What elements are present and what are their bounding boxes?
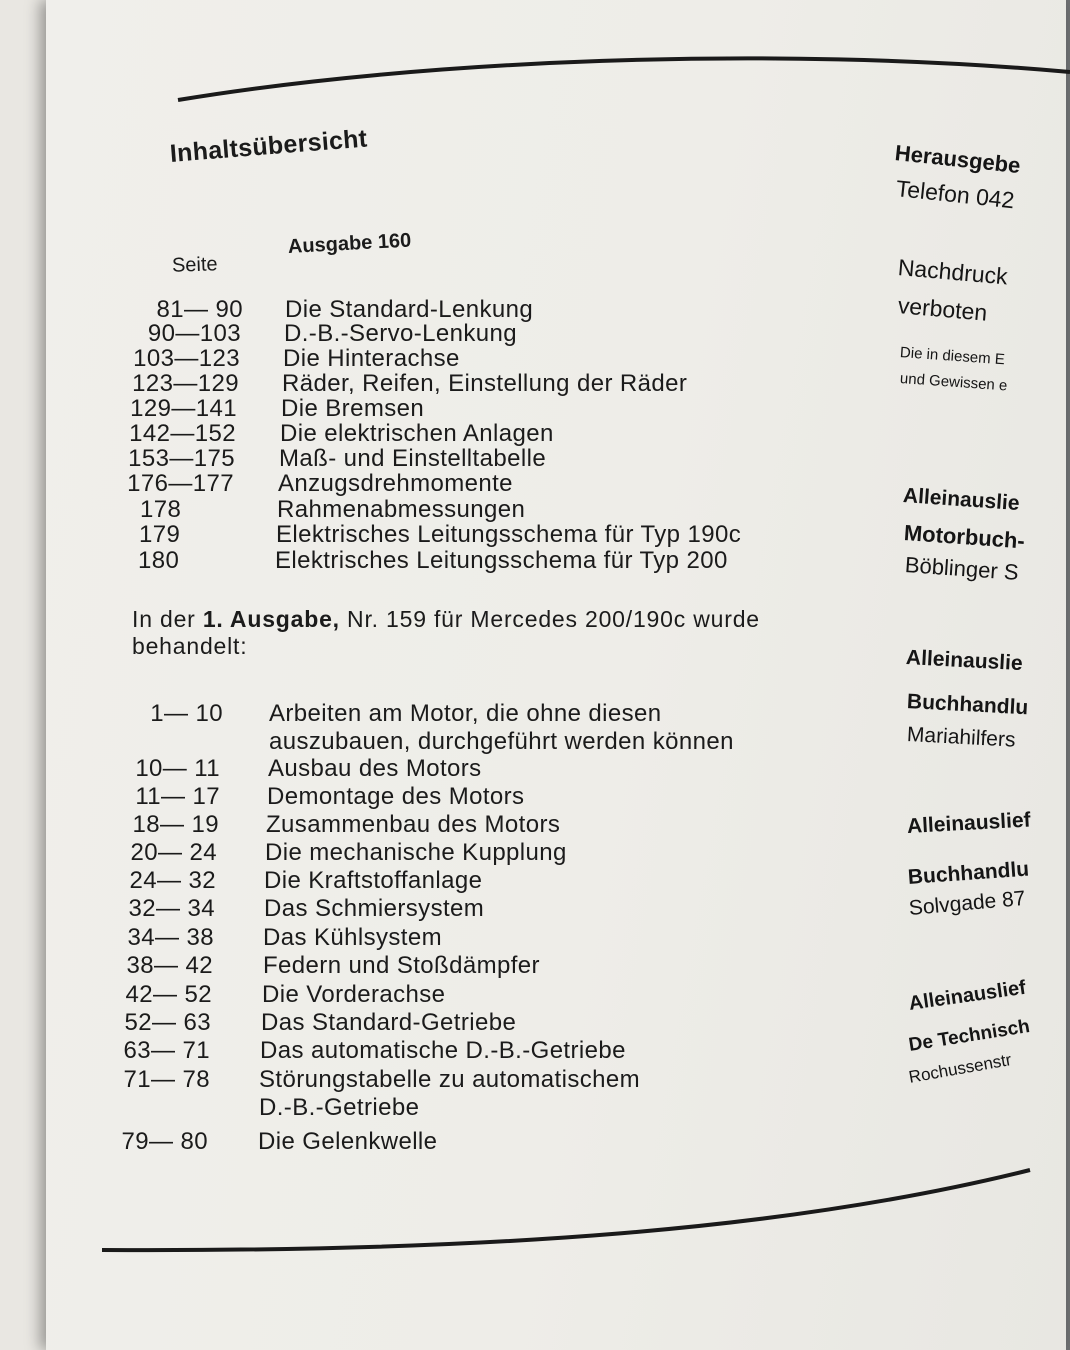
page-range: 32— 34 — [128, 895, 215, 922]
section-title: Ausbau des Motors — [268, 755, 482, 782]
publisher-text: Mariahilfers — [906, 723, 1017, 752]
first-issue-intro — [132, 606, 852, 660]
section-title: Rahmenabmessungen — [277, 496, 526, 523]
publisher-text: Die in diesem E — [899, 344, 1006, 369]
section-title: Die elektrischen Anlagen — [280, 420, 554, 447]
publisher-text: Buchhandlu — [907, 857, 1030, 889]
page-range: 38— 42 — [126, 952, 213, 979]
section-title: Das automatische D.-B.-Getriebe — [260, 1037, 626, 1064]
page-range: 20— 24 — [130, 839, 217, 866]
publisher-text: Telefon 042 — [894, 175, 1016, 214]
column-header-page: Seite — [171, 253, 218, 277]
section-title: Die Vorderachse — [262, 981, 446, 1008]
page-range: 81— 90 — [156, 296, 243, 323]
page-range: 10— 11 — [135, 755, 220, 782]
page-range: 34— 38 — [127, 924, 214, 951]
publisher-text: verboten — [896, 292, 989, 326]
section-title: Die Bremsen — [281, 395, 425, 422]
page-range: 103—123 — [133, 345, 240, 372]
section-title: Anzugsdrehmomente — [278, 470, 513, 497]
page-range: 180 — [138, 547, 180, 574]
page-range: 178 — [140, 496, 182, 523]
section-title: Das Standard-Getriebe — [261, 1009, 517, 1036]
section-title-continued: auszubauen, durchgeführt werden können — [269, 728, 734, 755]
publisher-text: Buchhandlu — [906, 690, 1029, 720]
section-title: Federn und Stoßdämpfer — [263, 952, 540, 979]
intro-prefix: In der — [132, 606, 203, 632]
page-range: 90—103 — [147, 320, 241, 347]
page-range: 18— 19 — [132, 811, 219, 838]
page-range: 42— 52 — [125, 981, 212, 1008]
section-title: Die Gelenkwelle — [258, 1128, 438, 1155]
section-title: D.-B.-Servo-Lenkung — [284, 320, 518, 347]
page-range: 142—152 — [129, 420, 236, 447]
intro-suffix: Nr. 159 für Mercedes 200/190c wurde behandelt: — [132, 606, 760, 659]
section-title: Das Schmiersystem — [264, 895, 485, 922]
publisher-text: Böblinger S — [904, 552, 1020, 585]
section-title: Die Standard-Lenkung — [285, 296, 534, 323]
publisher-text: Alleinauslie — [905, 646, 1024, 676]
section-title: Maß- und Einstelltabelle — [279, 445, 547, 472]
section-title: Zusammenbau des Motors — [266, 811, 561, 838]
page-range: 63— 71 — [123, 1037, 210, 1064]
section-title: Räder, Reifen, Einstellung der Räder — [282, 370, 688, 397]
publisher-text: Rochussenstr — [907, 1050, 1013, 1087]
page-range: 1— 10 — [150, 700, 223, 727]
publisher-text: Motorbuch- — [903, 520, 1026, 554]
page-range: 79— 80 — [121, 1128, 208, 1155]
intro-bold: 1. Ausgabe, — [202, 606, 340, 632]
section-title: Die mechanische Kupplung — [265, 839, 567, 866]
column-header-issue: Ausgabe 160 — [287, 229, 412, 258]
section-title-continued: D.-B.-Getriebe — [259, 1094, 420, 1121]
publisher-text: und Gewissen e — [899, 370, 1008, 395]
section-title: Elektrisches Leitungsschema für Typ 190c — [276, 521, 742, 548]
page-range: 11— 17 — [135, 783, 220, 810]
page-range: 24— 32 — [129, 867, 216, 894]
toc-title: Inhaltsübersicht — [168, 124, 369, 168]
page-range: 176—177 — [127, 470, 234, 497]
publisher-text: Alleinauslief — [906, 808, 1032, 838]
publisher-text: Herausgebe — [893, 140, 1022, 179]
page-range: 71— 78 — [123, 1066, 210, 1093]
publisher-text: De Technisch — [907, 1016, 1032, 1056]
section-title: Demontage des Motors — [267, 783, 525, 810]
publisher-text: Alleinauslief — [907, 976, 1028, 1015]
publisher-text: Alleinauslie — [902, 484, 1021, 516]
page-range: 179 — [139, 521, 181, 548]
publisher-text: Nachdruck — [896, 254, 1009, 290]
section-title: Elektrisches Leitungsschema für Typ 200 — [275, 547, 728, 574]
publisher-text: Solvgade 87 — [907, 886, 1027, 920]
page-range: 153—175 — [128, 445, 235, 472]
section-title: Die Hinterachse — [283, 345, 460, 372]
section-title: Störungstabelle zu automatischem — [259, 1066, 641, 1093]
page-range: 123—129 — [132, 370, 239, 397]
section-title: Die Kraftstoffanlage — [264, 867, 483, 894]
section-title: Arbeiten am Motor, die ohne diesen — [269, 700, 662, 727]
page-range: 52— 63 — [124, 1009, 211, 1036]
section-title: Das Kühlsystem — [263, 924, 442, 951]
page-range: 129—141 — [130, 395, 237, 422]
